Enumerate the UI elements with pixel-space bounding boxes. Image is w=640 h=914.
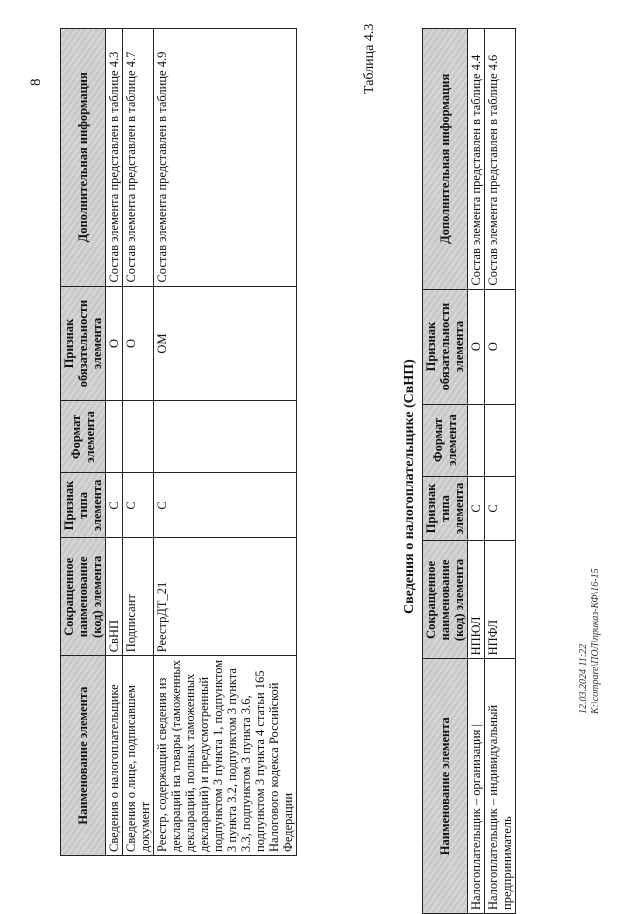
cell-format: [106, 401, 123, 473]
header-name: Наименование элемента: [423, 659, 468, 914]
cell-name: Реестр, содержащий сведения из деклараций на товары (таможенных деклараций, полных таможенных деклараций) и предусмотренный подпунктом 3 пункта 1, подпунктом 3 пункта 3.2, подпунктом 3 пункта 3.3, подпунктом 3 пункта 3.6, подпунктом 3 пункта 4 статьи 165 Налогового кодекса Российской Федерации: [154, 656, 297, 856]
cell-code: РеестрДТ_21: [154, 538, 297, 656]
cell-name: Налогоплательщик – индивидуальный предприниматель: [485, 659, 516, 914]
cell-code: Подписант: [123, 538, 154, 656]
cell-required: О: [106, 286, 123, 401]
cell-name: Налогоплательщик – организация |: [468, 659, 485, 914]
table-row: [106, 29, 123, 856]
header-type: Признак типа элемента: [423, 476, 468, 541]
cell-info: Состав элемента представлен в таблице 4.6: [485, 29, 516, 290]
table-header-row: [61, 29, 106, 856]
cell-name: Сведения о налогоплательщике: [106, 656, 123, 856]
cell-type: С: [485, 476, 516, 541]
header-required: Признак обязательности элемента: [423, 289, 468, 404]
header-code: Сокращенное наименование (код) элемента: [61, 538, 106, 656]
stamp-path: K:\compare\ПОЛ\приказ-КФ\16-15: [590, 568, 601, 714]
header-format: Формат элемента: [61, 401, 106, 473]
cell-info: Состав элемента представлен в таблице 4.7: [123, 29, 154, 287]
cell-type: С: [106, 473, 123, 538]
header-info: Дополнительная информация: [423, 29, 468, 290]
section-title: Сведения о налогоплательщике (СвНП): [402, 359, 417, 614]
cell-required: О: [123, 286, 154, 401]
header-type: Признак типа элемента: [61, 473, 106, 538]
cell-code: НПЮЛ: [468, 541, 485, 659]
cell-type: С: [123, 473, 154, 538]
cell-required: О: [485, 289, 516, 404]
taxpayer-table: [422, 28, 516, 914]
cell-code: СвНП: [106, 538, 123, 656]
cell-info: Состав элемента представлен в таблице 4.4: [468, 29, 485, 290]
table-row: [154, 29, 297, 856]
header-info: Дополнительная информация: [61, 29, 106, 287]
header-format: Формат элемента: [423, 404, 468, 476]
table-row: [485, 29, 516, 914]
header-code: Сокращенное наименование (код) элемента: [423, 541, 468, 659]
cell-info: Состав элемента представлен в таблице 4.3: [106, 29, 123, 287]
cell-format: [485, 404, 516, 476]
table-caption: Таблица 4.3: [362, 23, 377, 94]
cell-type: С: [468, 476, 485, 541]
table-row: [123, 29, 154, 856]
cell-required: ОМ: [154, 286, 297, 401]
stamp-date: 12.03.2024 11:22: [578, 643, 589, 714]
cell-required: О: [468, 289, 485, 404]
header-name: Наименование элемента: [61, 656, 106, 856]
file-stamp: [578, 568, 602, 714]
page-number: 8: [28, 78, 44, 86]
cell-code: НПФЛ: [485, 541, 516, 659]
cell-name: Сведения о лице, подписавшем документ: [123, 656, 154, 856]
cell-format: [468, 404, 485, 476]
cell-format: [123, 401, 154, 473]
table-row: [468, 29, 485, 914]
cell-info: Состав элемента представлен в таблице 4.9: [154, 29, 297, 287]
cell-type: С: [154, 473, 297, 538]
header-required: Признак обязательности элемента: [61, 286, 106, 401]
cell-format: [154, 401, 297, 473]
elements-table: [60, 28, 297, 856]
table-header-row: [423, 29, 468, 914]
